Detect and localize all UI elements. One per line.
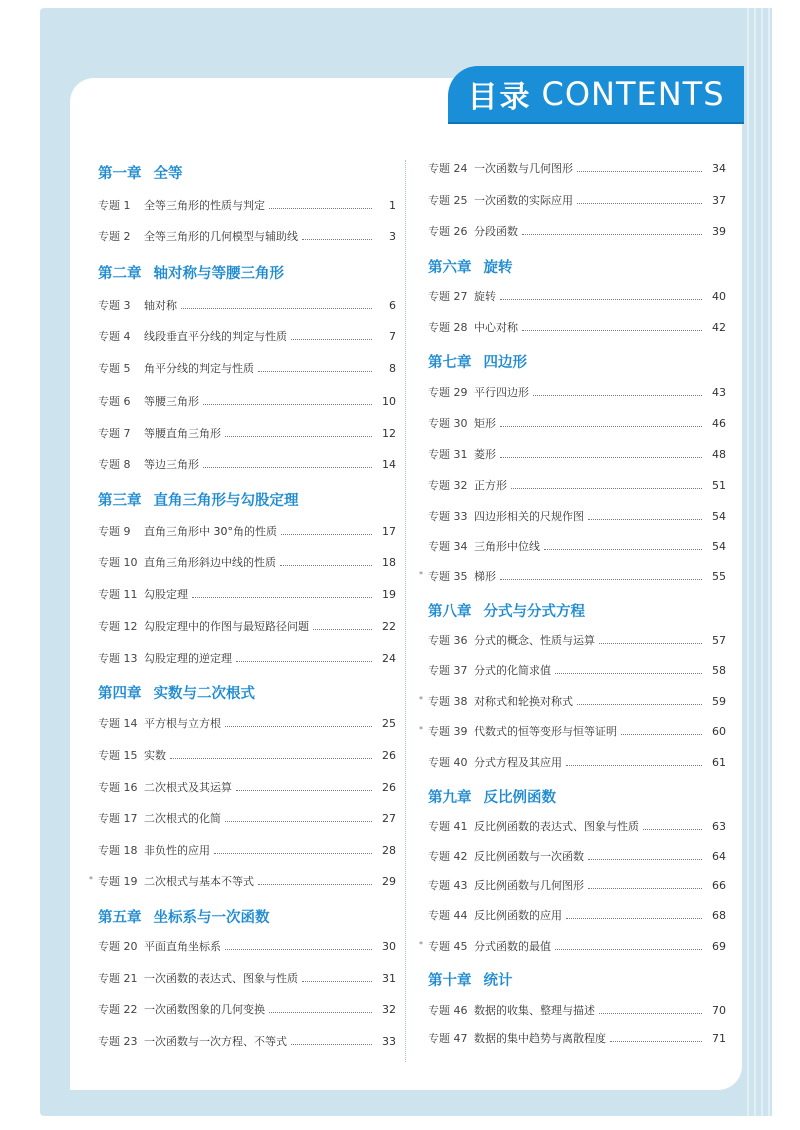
topic-title: 二次根式的化简 (144, 812, 221, 825)
page-number: 39 (712, 225, 726, 238)
page-number: 51 (712, 479, 726, 492)
toc-entry[interactable] (419, 568, 726, 586)
topic-title: 数据的收集、整理与描述 (474, 1004, 595, 1017)
page-number: 71 (712, 1032, 726, 1045)
dot-leader (302, 239, 372, 240)
chapter-label: 第九章 (428, 790, 472, 806)
topic-number: 专题 13 (98, 652, 138, 665)
toc-entry[interactable] (98, 715, 396, 733)
page-number: 3 (389, 230, 396, 243)
dot-leader (181, 308, 372, 309)
chapter-title: 实数与二次根式 (153, 686, 255, 702)
topic-title: 代数式的恒等变形与恒等证明 (474, 725, 617, 738)
topic-title: 数据的集中趋势与离散程度 (474, 1032, 606, 1045)
topic-number: 专题 10 (98, 556, 138, 569)
page-edge-stripes (742, 8, 772, 1116)
page-number: 27 (382, 812, 396, 825)
topic-title: 二次根式与基本不等式 (144, 875, 254, 888)
optional-star-icon: * (89, 875, 93, 884)
topic-number: 专题 15 (98, 749, 138, 762)
topic-number: 专题 6 (98, 395, 131, 408)
topic-title: 线段垂直平分线的判定与性质 (144, 330, 287, 343)
page-number: 54 (712, 510, 726, 523)
topic-title: 矩形 (474, 417, 496, 430)
contents-banner (448, 66, 744, 122)
toc-entry[interactable] (428, 848, 726, 866)
topic-title: 三角形中位线 (474, 540, 540, 553)
dot-leader (599, 1013, 702, 1014)
dot-leader (577, 203, 702, 204)
chapter-heading (98, 162, 396, 186)
dot-leader (566, 765, 702, 766)
topic-title: 轴对称 (144, 299, 177, 312)
page-number: 64 (712, 850, 726, 863)
topic-title: 菱形 (474, 448, 496, 461)
dot-leader (588, 888, 702, 889)
toc-entry[interactable] (98, 810, 396, 828)
chapter-label: 第二章 (98, 266, 142, 282)
dot-leader (280, 565, 372, 566)
banner-title-cn: 目录 (467, 80, 532, 115)
page-number: 42 (712, 321, 726, 334)
toc-entry[interactable] (98, 842, 396, 860)
toc-entry[interactable] (428, 192, 726, 210)
topic-number: 专题 28 (428, 321, 468, 334)
page-number: 68 (712, 909, 726, 922)
chapter-heading (98, 906, 396, 930)
topic-title: 反比例函数的表达式、图象与性质 (474, 820, 639, 833)
optional-star-icon: * (419, 725, 423, 734)
topic-title: 反比例函数与一次函数 (474, 850, 584, 863)
dot-leader (170, 758, 372, 759)
topic-title: 四边形相关的尺规作图 (474, 510, 584, 523)
topic-title: 角平分线的判定与性质 (144, 362, 254, 375)
toc-entry[interactable] (428, 508, 726, 526)
toc-entry[interactable] (98, 586, 396, 604)
chapter-heading (428, 969, 726, 993)
page-number: 24 (382, 652, 396, 665)
toc-entry[interactable] (98, 1001, 396, 1019)
chapter-label: 第一章 (98, 166, 142, 182)
toc-entry[interactable] (98, 228, 396, 246)
page-number: 34 (712, 162, 726, 175)
topic-title: 勾股定理的逆定理 (144, 652, 232, 665)
dot-leader (269, 1012, 372, 1013)
topic-title: 反比例函数的应用 (474, 909, 562, 922)
dot-leader (621, 734, 702, 735)
page-number: 37 (712, 194, 726, 207)
toc-entry[interactable] (98, 328, 396, 346)
topic-title: 一次函数与一次方程、不等式 (144, 1035, 287, 1048)
dot-leader (588, 859, 702, 860)
topic-title: 等边三角形 (144, 458, 199, 471)
page-number: 59 (712, 695, 726, 708)
page-number: 63 (712, 820, 726, 833)
page-number: 26 (382, 749, 396, 762)
topic-title: 分式的化简求值 (474, 664, 551, 677)
chapter-title: 统计 (483, 973, 513, 989)
topic-title: 一次函数的表达式、图象与性质 (144, 972, 298, 985)
topic-number: 专题 42 (428, 850, 468, 863)
dot-leader (302, 981, 372, 982)
topic-number: 专题 33 (428, 510, 468, 523)
dot-leader (500, 579, 702, 580)
topic-number: 专题 17 (98, 812, 138, 825)
toc-entry[interactable] (419, 723, 726, 741)
toc-entry[interactable] (98, 747, 396, 765)
toc-entry[interactable] (98, 425, 396, 443)
topic-number: 专题 46 (428, 1004, 468, 1017)
page-number: 33 (382, 1035, 396, 1048)
toc-entry[interactable] (428, 446, 726, 464)
chapter-heading (428, 256, 726, 280)
dot-leader (258, 884, 372, 885)
chapter-title: 分式与分式方程 (483, 604, 585, 620)
toc-entry[interactable] (428, 319, 726, 337)
topic-title: 平方根与立方根 (144, 717, 221, 730)
topic-number: 专题 44 (428, 909, 468, 922)
toc-entry[interactable] (419, 938, 726, 956)
toc-entry[interactable] (428, 877, 726, 895)
toc-entry[interactable] (98, 197, 396, 215)
chapter-label: 第七章 (428, 355, 472, 371)
dot-leader (203, 467, 372, 468)
page-number: 8 (389, 362, 396, 375)
dot-leader (225, 821, 372, 822)
chapter-label: 第三章 (98, 493, 142, 509)
topic-number: 专题 32 (428, 479, 468, 492)
dot-leader (566, 918, 702, 919)
page-number: 32 (382, 1003, 396, 1016)
topic-title: 直角三角形中 30°角的性质 (144, 525, 277, 538)
topic-number: 专题 7 (98, 427, 131, 440)
toc-entry[interactable] (89, 873, 396, 891)
topic-number: 专题 41 (428, 820, 468, 833)
topic-title: 梯形 (474, 570, 496, 583)
toc-entry[interactable] (428, 415, 726, 433)
topic-title: 旋转 (474, 290, 496, 303)
toc-entry[interactable] (428, 632, 726, 650)
dot-leader (236, 790, 372, 791)
page-number: 70 (712, 1004, 726, 1017)
topic-number: 专题 27 (428, 290, 468, 303)
chapter-title: 旋转 (483, 260, 513, 276)
chapter-heading (428, 351, 726, 375)
toc-entry[interactable] (428, 384, 726, 402)
dot-leader (291, 1044, 372, 1045)
optional-star-icon: * (419, 695, 423, 704)
chapter-heading (428, 600, 726, 624)
toc-entry[interactable] (98, 554, 396, 572)
dot-leader (258, 371, 372, 372)
chapter-title: 反比例函数 (483, 790, 556, 806)
topic-number: 专题 19 (98, 875, 138, 888)
topic-title: 分式的概念、性质与运算 (474, 634, 595, 647)
toc-entry[interactable] (419, 693, 726, 711)
toc-entry[interactable] (428, 223, 726, 241)
dot-leader (192, 597, 372, 598)
page-number: 48 (712, 448, 726, 461)
page-number: 46 (712, 417, 726, 430)
toc-entry[interactable] (428, 1030, 726, 1048)
topic-number: 专题 30 (428, 417, 468, 430)
topic-number: 专题 8 (98, 458, 131, 471)
dot-leader (522, 330, 702, 331)
page-number: 25 (382, 717, 396, 730)
dot-leader (225, 726, 372, 727)
dot-leader (214, 853, 372, 854)
page-number: 7 (389, 330, 396, 343)
dot-leader (577, 704, 702, 705)
toc-entry[interactable] (428, 754, 726, 772)
topic-number: 专题 37 (428, 664, 468, 677)
topic-number: 专题 2 (98, 230, 131, 243)
page-number: 22 (382, 620, 396, 633)
page-number: 61 (712, 756, 726, 769)
topic-number: 专题 23 (98, 1035, 138, 1048)
topic-number: 专题 5 (98, 362, 131, 375)
chapter-heading (98, 489, 396, 513)
toc-entry[interactable] (428, 538, 726, 556)
topic-title: 勾股定理 (144, 588, 188, 601)
chapter-label: 第六章 (428, 260, 472, 276)
topic-title: 全等三角形的几何模型与辅助线 (144, 230, 298, 243)
dot-leader (511, 488, 702, 489)
dot-leader (313, 629, 372, 630)
topic-number: 专题 35 (428, 570, 468, 583)
page-number: 1 (389, 199, 396, 212)
topic-title: 等腰直角三角形 (144, 427, 221, 440)
topic-title: 一次函数图象的几何变换 (144, 1003, 265, 1016)
page-number: 14 (382, 458, 396, 471)
page-number: 43 (712, 386, 726, 399)
dot-leader (577, 171, 702, 172)
toc-entry[interactable] (428, 160, 726, 178)
topic-title: 分式方程及其应用 (474, 756, 562, 769)
dot-leader (225, 949, 372, 950)
page-number: 66 (712, 879, 726, 892)
topic-number: 专题 45 (428, 940, 468, 953)
page-number: 57 (712, 634, 726, 647)
dot-leader (225, 436, 372, 437)
topic-title: 分式函数的最值 (474, 940, 551, 953)
page-number: 30 (382, 940, 396, 953)
topic-number: 专题 18 (98, 844, 138, 857)
dot-leader (281, 534, 372, 535)
topic-title: 平行四边形 (474, 386, 529, 399)
page-number: 58 (712, 664, 726, 677)
topic-number: 专题 47 (428, 1032, 468, 1045)
page-number: 60 (712, 725, 726, 738)
page-number: 28 (382, 844, 396, 857)
topic-number: 专题 26 (428, 225, 468, 238)
chapter-heading (428, 786, 726, 810)
topic-title: 直角三角形斜边中线的性质 (144, 556, 276, 569)
topic-title: 分段函数 (474, 225, 518, 238)
chapter-title: 直角三角形与勾股定理 (153, 493, 299, 509)
topic-number: 专题 24 (428, 162, 468, 175)
page-number: 55 (712, 570, 726, 583)
dot-leader (500, 457, 702, 458)
topic-title: 平面直角坐标系 (144, 940, 221, 953)
topic-number: 专题 43 (428, 879, 468, 892)
topic-title: 一次函数的实际应用 (474, 194, 573, 207)
optional-star-icon: * (419, 570, 423, 579)
toc-entry[interactable] (428, 818, 726, 836)
topic-number: 专题 36 (428, 634, 468, 647)
dot-leader (643, 829, 702, 830)
page-number: 69 (712, 940, 726, 953)
topic-number: 专题 20 (98, 940, 138, 953)
topic-number: 专题 22 (98, 1003, 138, 1016)
optional-star-icon: * (419, 940, 423, 949)
topic-number: 专题 12 (98, 620, 138, 633)
toc-entry[interactable] (98, 970, 396, 988)
topic-number: 专题 11 (98, 588, 138, 601)
topic-title: 对称式和轮换对称式 (474, 695, 573, 708)
topic-number: 专题 1 (98, 199, 131, 212)
toc-entry[interactable] (428, 1002, 726, 1020)
toc-entry[interactable] (428, 477, 726, 495)
dot-leader (236, 661, 372, 662)
topic-number: 专题 39 (428, 725, 468, 738)
banner-title-en: CONTENTS (541, 75, 725, 113)
topic-number: 专题 34 (428, 540, 468, 553)
page-number: 6 (389, 299, 396, 312)
topic-number: 专题 3 (98, 299, 131, 312)
topic-title: 反比例函数与几何图形 (474, 879, 584, 892)
topic-title: 中心对称 (474, 321, 518, 334)
topic-title: 一次函数与几何图形 (474, 162, 573, 175)
chapter-label: 第八章 (428, 604, 472, 620)
page-number: 10 (382, 395, 396, 408)
topic-title: 实数 (144, 749, 166, 762)
chapter-label: 第五章 (98, 910, 142, 926)
topic-number: 专题 40 (428, 756, 468, 769)
chapter-title: 轴对称与等腰三角形 (153, 266, 284, 282)
toc-entry[interactable] (98, 297, 396, 315)
dot-leader (533, 395, 702, 396)
topic-title: 二次根式及其运算 (144, 781, 232, 794)
topic-title: 非负性的应用 (144, 844, 210, 857)
topic-number: 专题 16 (98, 781, 138, 794)
topic-title: 正方形 (474, 479, 507, 492)
toc-entry[interactable] (98, 393, 396, 411)
toc-entry[interactable] (98, 650, 396, 668)
chapter-heading (98, 682, 396, 706)
topic-number: 专题 14 (98, 717, 138, 730)
topic-title: 全等三角形的性质与判定 (144, 199, 265, 212)
page-number: 12 (382, 427, 396, 440)
toc-entry[interactable] (98, 456, 396, 474)
chapter-title: 坐标系与一次函数 (153, 910, 270, 926)
chapter-title: 全等 (153, 166, 183, 182)
topic-title: 等腰三角形 (144, 395, 199, 408)
chapter-label: 第四章 (98, 686, 142, 702)
toc-entry[interactable] (98, 523, 396, 541)
topic-number: 专题 25 (428, 194, 468, 207)
dot-leader (544, 549, 702, 550)
dot-leader (599, 643, 702, 644)
page-number: 54 (712, 540, 726, 553)
topic-number: 专题 31 (428, 448, 468, 461)
dot-leader (500, 426, 702, 427)
page-number: 18 (382, 556, 396, 569)
toc-entry[interactable] (98, 360, 396, 378)
chapter-title: 四边形 (483, 355, 527, 371)
page-number: 40 (712, 290, 726, 303)
dot-leader (588, 519, 702, 520)
topic-number: 专题 38 (428, 695, 468, 708)
dot-leader (555, 673, 702, 674)
topic-number: 专题 21 (98, 972, 138, 985)
toc-entry[interactable] (98, 938, 396, 956)
dot-leader (522, 234, 702, 235)
dot-leader (291, 339, 372, 340)
chapter-heading (98, 262, 396, 286)
topic-number: 专题 29 (428, 386, 468, 399)
toc-entry[interactable] (98, 618, 396, 636)
topic-title: 勾股定理中的作图与最短路径问题 (144, 620, 309, 633)
toc-entry[interactable] (428, 288, 726, 306)
page-number: 29 (382, 875, 396, 888)
dot-leader (269, 208, 372, 209)
dot-leader (500, 299, 702, 300)
page-number: 17 (382, 525, 396, 538)
dot-leader (555, 949, 702, 950)
toc-entry[interactable] (98, 779, 396, 797)
topic-number: 专题 9 (98, 525, 131, 538)
page-number: 31 (382, 972, 396, 985)
chapter-label: 第十章 (428, 973, 472, 989)
toc-entry[interactable] (98, 1033, 396, 1051)
topic-number: 专题 4 (98, 330, 131, 343)
column-divider (405, 160, 406, 1062)
page-number: 26 (382, 781, 396, 794)
dot-leader (203, 404, 372, 405)
dot-leader (610, 1041, 702, 1042)
page-number: 19 (382, 588, 396, 601)
toc-entry[interactable] (428, 662, 726, 680)
toc-entry[interactable] (428, 907, 726, 925)
